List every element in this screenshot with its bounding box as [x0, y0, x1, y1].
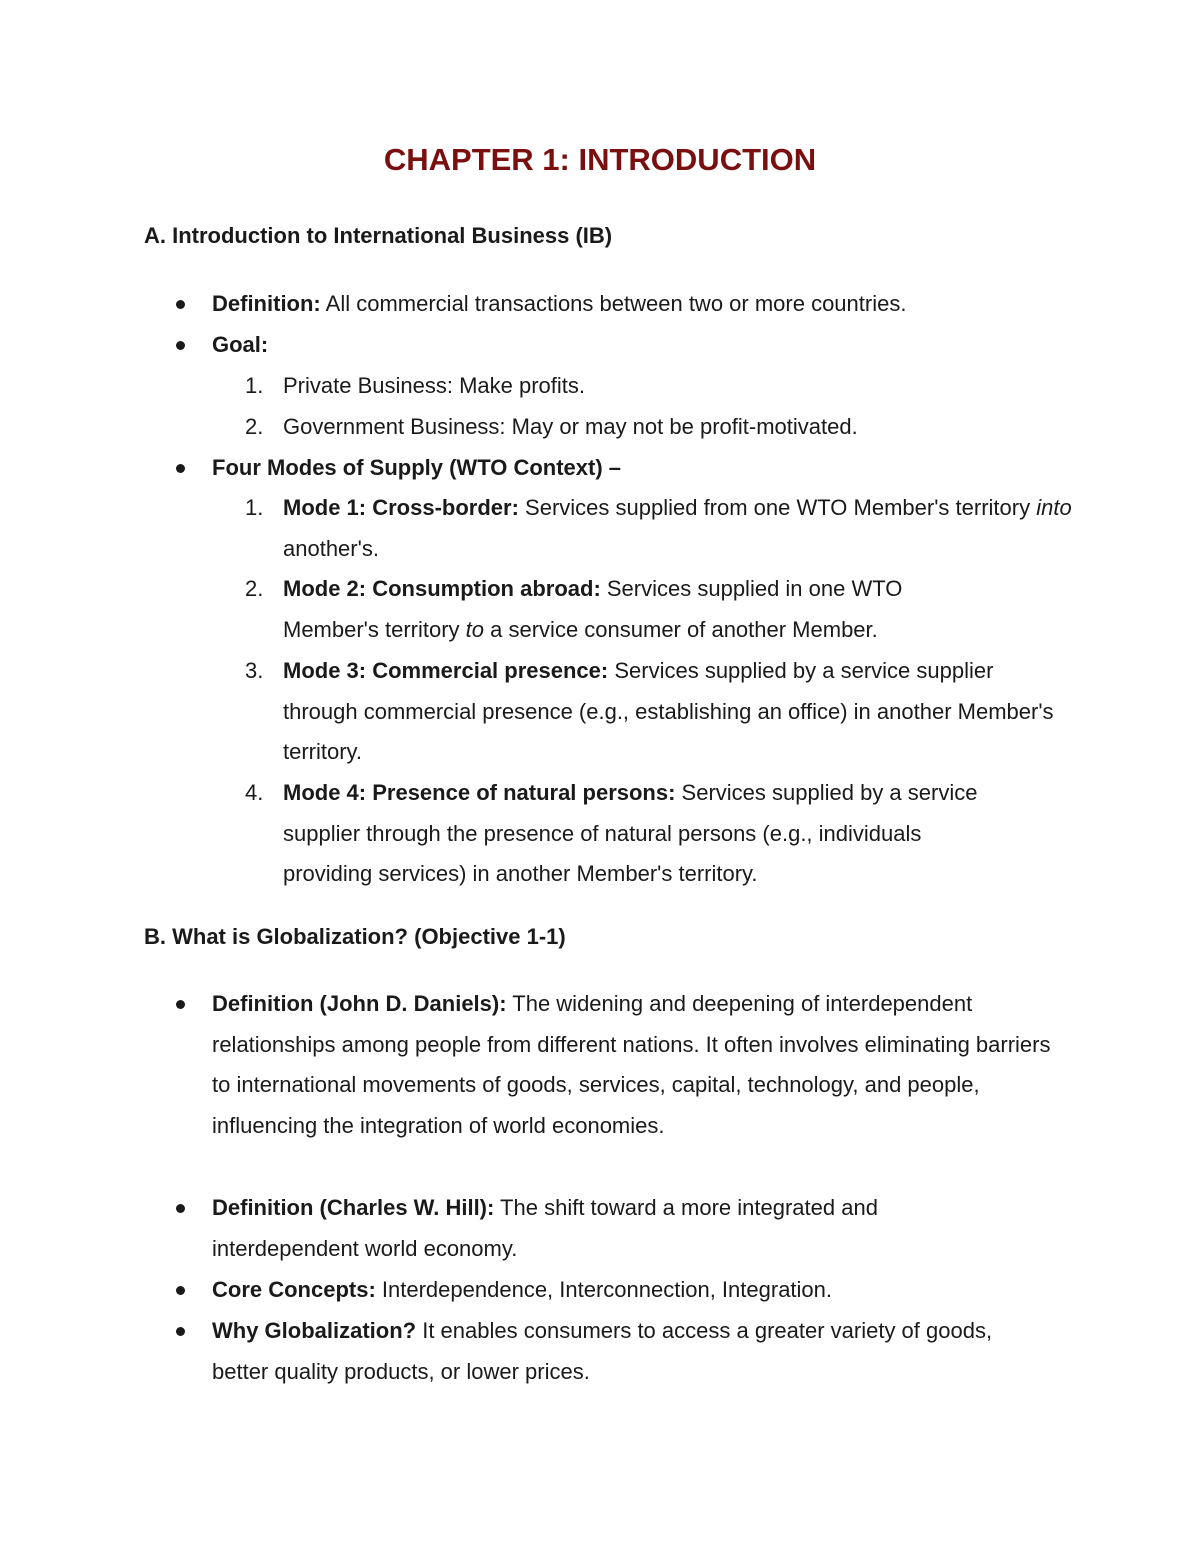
item-number: 1. [245, 373, 264, 398]
item-label: Mode 1: Cross-border: [283, 495, 519, 520]
item-label: Four Modes of Supply (WTO Context) – [212, 455, 622, 480]
mode-item [245, 488, 1073, 569]
item-text: another's. [283, 535, 379, 561]
list-item [212, 984, 1072, 1146]
goal-item [245, 366, 1083, 407]
item-text: The shift toward a more integrated and interdependent world economy. [212, 1195, 878, 1261]
item-text: Private Business: Make profits. [283, 373, 586, 398]
item-text: Services supplied by a service supplier through commercial presence (e.g., establishing an office) in another Member's territory. [283, 658, 1054, 764]
item-label: Mode 2: Consumption abroad: [283, 576, 601, 601]
bullet-icon [176, 1327, 185, 1336]
chapter-title: CHAPTER 1: INTRODUCTION [383, 142, 817, 177]
mode-item [245, 773, 1013, 895]
item-label: Definition: [212, 291, 321, 316]
item-label: Definition (Charles W. Hill): [212, 1195, 495, 1220]
item-label: Mode 4: Presence of natural persons: [283, 780, 676, 805]
bullet-icon [176, 464, 185, 473]
section-a-heading: A. Introduction to International Business (IB) [144, 223, 613, 248]
item-text: All commercial transactions between two or more countries. [320, 291, 907, 316]
item-text: Government Business: May or may not be profit-motivated. [283, 414, 858, 439]
mode-item [245, 569, 1003, 650]
bullet-icon [176, 300, 185, 309]
item-text: a service consumer of another Member. [484, 616, 878, 642]
bullet-icon [176, 1286, 185, 1295]
item-emphasis: to [465, 616, 485, 642]
item-label: Why Globalization? [212, 1318, 417, 1343]
item-label: Mode 3: Commercial presence: [283, 658, 609, 683]
item-text: Services supplied in one WTO Member's territory [283, 576, 903, 642]
section-b-heading: B. What is Globalization? (Objective 1-1) [144, 924, 566, 949]
list-item-goal [212, 325, 1072, 366]
item-number: 4. [245, 780, 264, 805]
item-label: Core Concepts: [212, 1277, 376, 1302]
bullet-icon [176, 1000, 185, 1009]
list-item [212, 1188, 1012, 1269]
item-text: The widening and deepening of interdependent relationships among people from different nations. It often involves eliminating barriers to international movements of goods, services, capital, technology, and people, influencing the integration of world economies. [212, 991, 1051, 1138]
bullet-icon [176, 1204, 185, 1213]
item-number: 1. [245, 495, 264, 520]
item-number: 2. [245, 414, 264, 439]
item-emphasis: into [1036, 495, 1072, 520]
list-item-modes [212, 448, 1072, 489]
mode-item [245, 651, 1073, 773]
list-item [212, 1311, 1042, 1392]
item-text: Interdependence, Interconnection, Integration. [375, 1277, 833, 1302]
item-label: Definition (John D. Daniels): [212, 991, 507, 1016]
list-item-definition [212, 284, 1072, 325]
bullet-icon [176, 341, 185, 350]
item-label: Goal: [212, 332, 269, 357]
item-number: 2. [245, 576, 264, 601]
item-number: 3. [245, 658, 264, 683]
list-item [212, 1270, 1072, 1311]
item-text: Services supplied from one WTO Member's territory [518, 495, 1037, 520]
item-text: Services supplied by a service supplier through the presence of natural persons (e.g., individuals providing services) in another Member's territory. [283, 780, 978, 886]
goal-item [245, 407, 1083, 448]
item-text: It enables consumers to access a greater variety of goods, better quality products, or lower prices. [212, 1318, 993, 1384]
